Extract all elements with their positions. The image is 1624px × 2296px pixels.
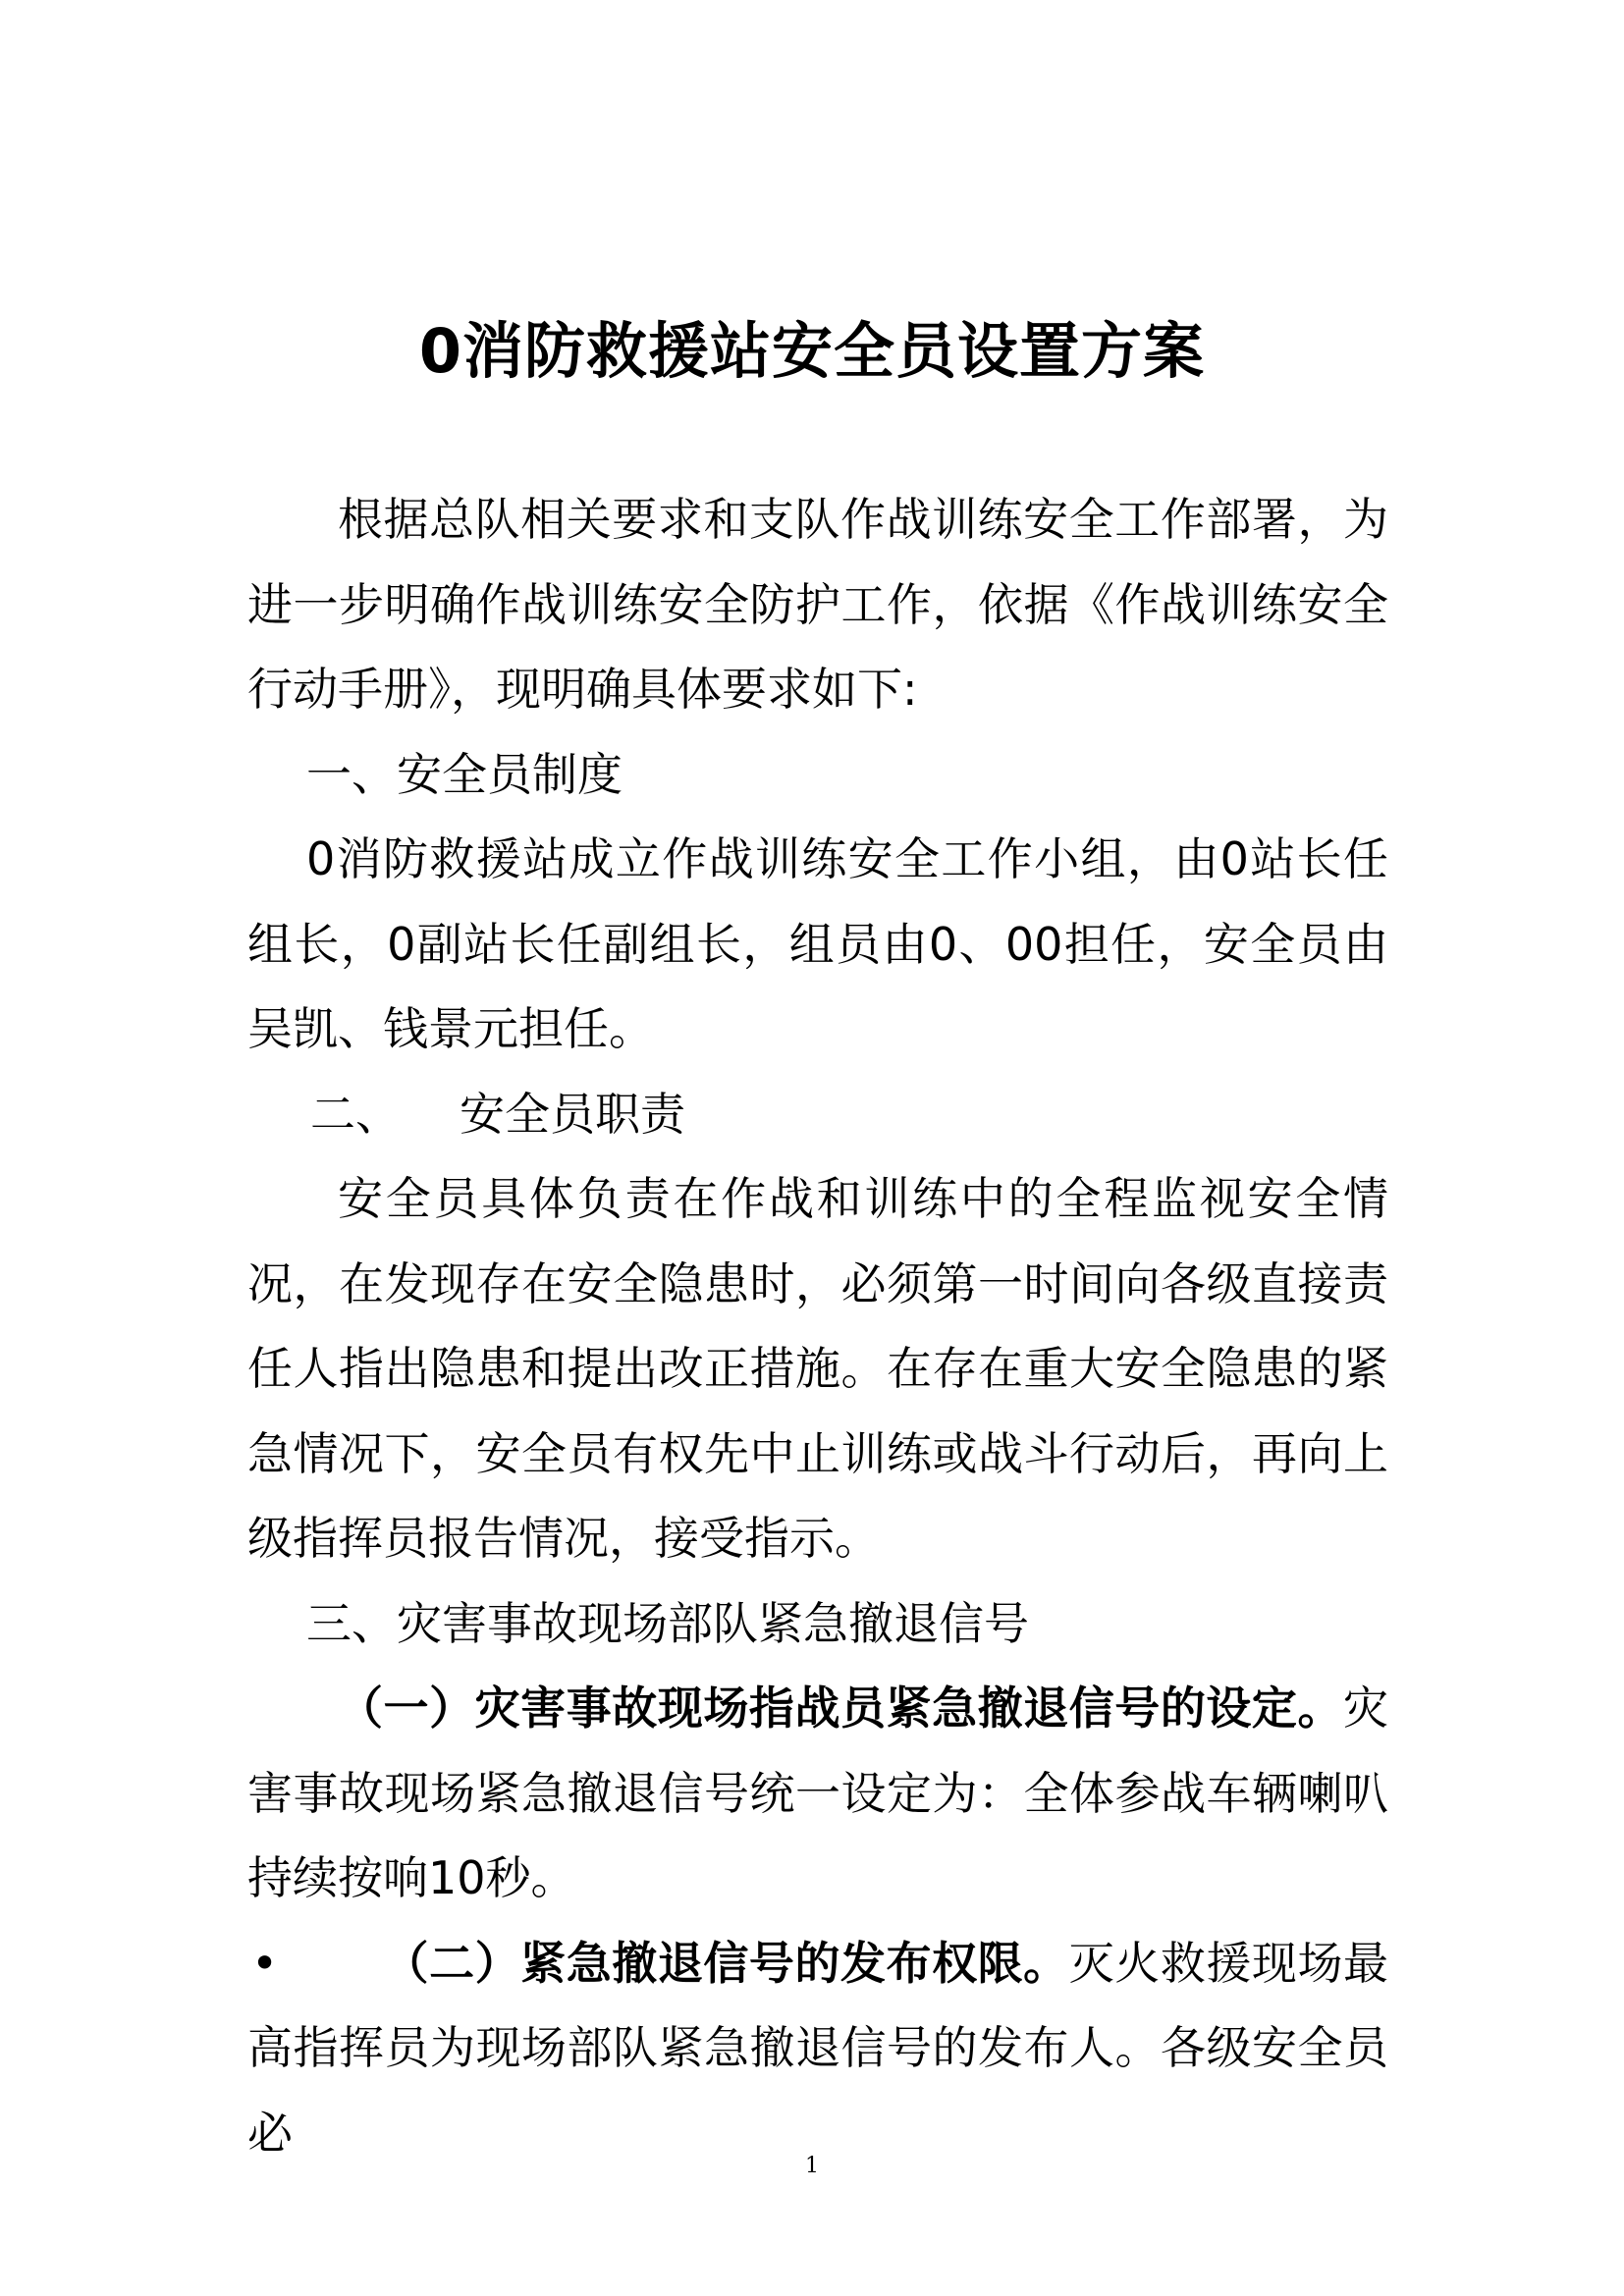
page-number: 1 [805,2154,819,2178]
section-3-item-1 [247,1666,1388,1921]
document-body [247,477,1388,2175]
section-3-item-2 [247,1921,1388,2176]
bullet-icon: • [251,1936,279,1990]
item-1-text: 灾害事故现场紧急撤退信号统一设定为：全体参战车辆喇叭持续按响10秒。 [247,1682,1388,1904]
section-2-paragraph: 安全员具体负责在作战和训练中的全程监视安全情况，在发现存在安全隐患时，必须第一时间向各级直接责任人指出隐患和提出改正措施。在存在重大安全隐患的紧急情况下，安全员有权先中止训练或战斗行动后，再向上级指挥员报告情况，接受指示。 [247,1172,1388,1565]
intro-paragraph: 根据总队相关要求和支队作战训练安全工作部署，为进一步明确作战训练安全防护工作，依据《作战训练安全行动手册》，现明确具体要求如下: [247,493,1388,716]
item-2-text: 灭火救援现场最高指挥员为现场部队紧急撤退信号的发布人。各级安全员必 [247,1936,1389,2160]
section-2-heading-text: 安全员职责 [460,1087,685,1141]
document-title: 0消防救援站安全员设置方案 [418,315,1206,387]
section-2-heading [247,1072,1388,1157]
section-3-heading: 三、灾害事故现场部队紧急撤退信号 [306,1596,1029,1650]
item-2-bold-heading: （二）紧急撤退信号的发布权限。 [383,1936,1069,1990]
section-2-number: 二、 [310,1087,401,1141]
section-1-paragraph: 0消防救援站成立作战训练安全工作小组，由0站长任组长，0副站长任副组长，组员由0、00担任，安全员由吴凯、钱景元担任。 [247,832,1388,1055]
section-1-heading: 一、安全员制度 [306,747,623,801]
item-1-bold-heading: （一）灾害事故现场指战员紧急撤退信号的设定。 [338,1682,1343,1735]
